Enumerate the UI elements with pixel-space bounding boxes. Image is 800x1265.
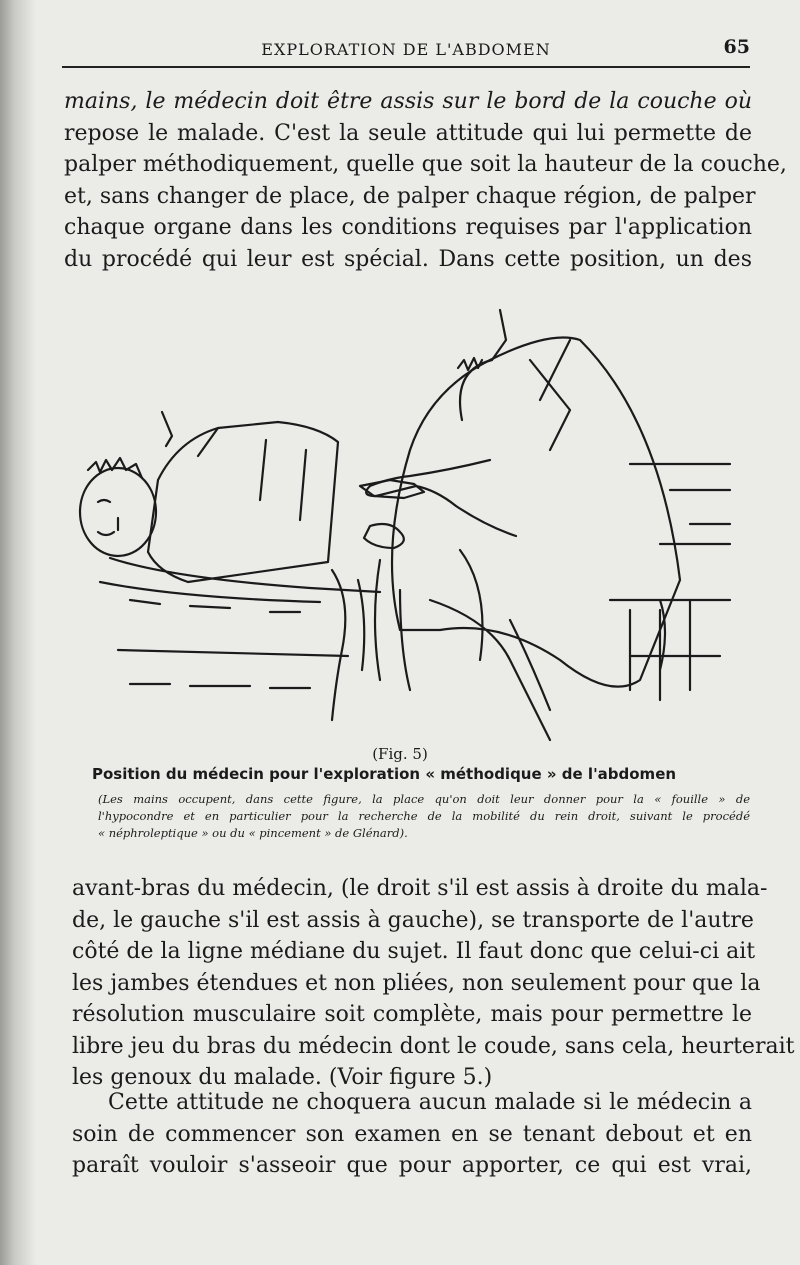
text-line: mains, le médecin doit être assis sur le bord de la couche où bbox=[64, 89, 752, 114]
text-line: résolution musculaire soit complète, mais pour permettre le bbox=[72, 1002, 752, 1027]
patient-face bbox=[98, 500, 118, 535]
doctor-coat bbox=[392, 338, 680, 687]
bed-mattress bbox=[100, 558, 380, 656]
page-number: 65 bbox=[723, 36, 750, 58]
text-line: les jambes étendues et non pliées, non seulement pour que la bbox=[72, 970, 761, 996]
text-line: avant-bras du médecin, (le droit s'il est assis à droite du mala- bbox=[72, 876, 768, 901]
doctor-lapel bbox=[530, 340, 570, 450]
paragraph-middle bbox=[72, 873, 795, 1094]
patient-head bbox=[80, 468, 156, 556]
running-head bbox=[62, 34, 750, 64]
text-line: paraît vouloir s'asseoir que pour apporter, ce qui est vrai, bbox=[72, 1153, 752, 1178]
patient-collar bbox=[162, 412, 306, 520]
paragraph-top bbox=[64, 86, 787, 275]
figure-note-line: l'hypocondre et en particulier pour la recherche de la mobilité du rein droit, suivant le procédé bbox=[98, 809, 750, 823]
figure-5-illustration bbox=[70, 300, 760, 750]
bed-dashes bbox=[130, 600, 300, 612]
text-line: de, le gauche s'il est assis à gauche), se transporte de l'autre bbox=[72, 907, 754, 933]
text-line: côté de la ligne médiane du sujet. Il faut donc que celui-ci ait bbox=[72, 939, 756, 964]
text-line: soin de commencer son examen en se tenant debout et en bbox=[72, 1121, 752, 1147]
doctor-beard bbox=[458, 358, 482, 370]
header-rule bbox=[62, 66, 750, 68]
patient-shirt bbox=[148, 422, 338, 582]
text-line: chaque organe dans les conditions requises par l'application bbox=[64, 215, 752, 240]
text-line: du procédé qui leur est spécial. Dans cette position, un des bbox=[64, 246, 752, 272]
running-title: EXPLORATION DE L'ABDOMEN bbox=[261, 40, 551, 59]
text-line: Cette attitude ne choquera aucun malade si le médecin a bbox=[108, 1090, 752, 1115]
text-line: repose le malade. C'est la seule attitude qui lui permette de bbox=[64, 120, 752, 146]
figure-note-line: « néphroleptique » ou du « pincement » de Glénard). bbox=[98, 826, 408, 840]
text-line: et, sans changer de place, de palper chaque région, de palper bbox=[64, 183, 756, 209]
text-line: libre jeu du bras du médecin dont le coude, sans cela, heurterait bbox=[72, 1033, 795, 1059]
figure-note bbox=[98, 791, 750, 842]
text-line: palper méthodiquement, quelle que soit la hauteur de la couche, bbox=[64, 152, 787, 177]
chair-lines bbox=[610, 464, 730, 700]
figure-note-line: (Les mains occupent, dans cette figure, la place qu'on doit leur donner pour la « fouille » de bbox=[98, 792, 750, 806]
text-line: les genoux du malade. (Voir figure 5.) bbox=[72, 1065, 493, 1090]
figure-title: Position du médecin pour l'exploration « méthodique » de l'abdomen bbox=[92, 765, 677, 783]
floor-lines bbox=[130, 684, 310, 688]
figure-number: (Fig. 5) bbox=[372, 745, 428, 763]
paragraph-bottom bbox=[72, 1087, 752, 1182]
bed-sheet bbox=[332, 560, 410, 720]
